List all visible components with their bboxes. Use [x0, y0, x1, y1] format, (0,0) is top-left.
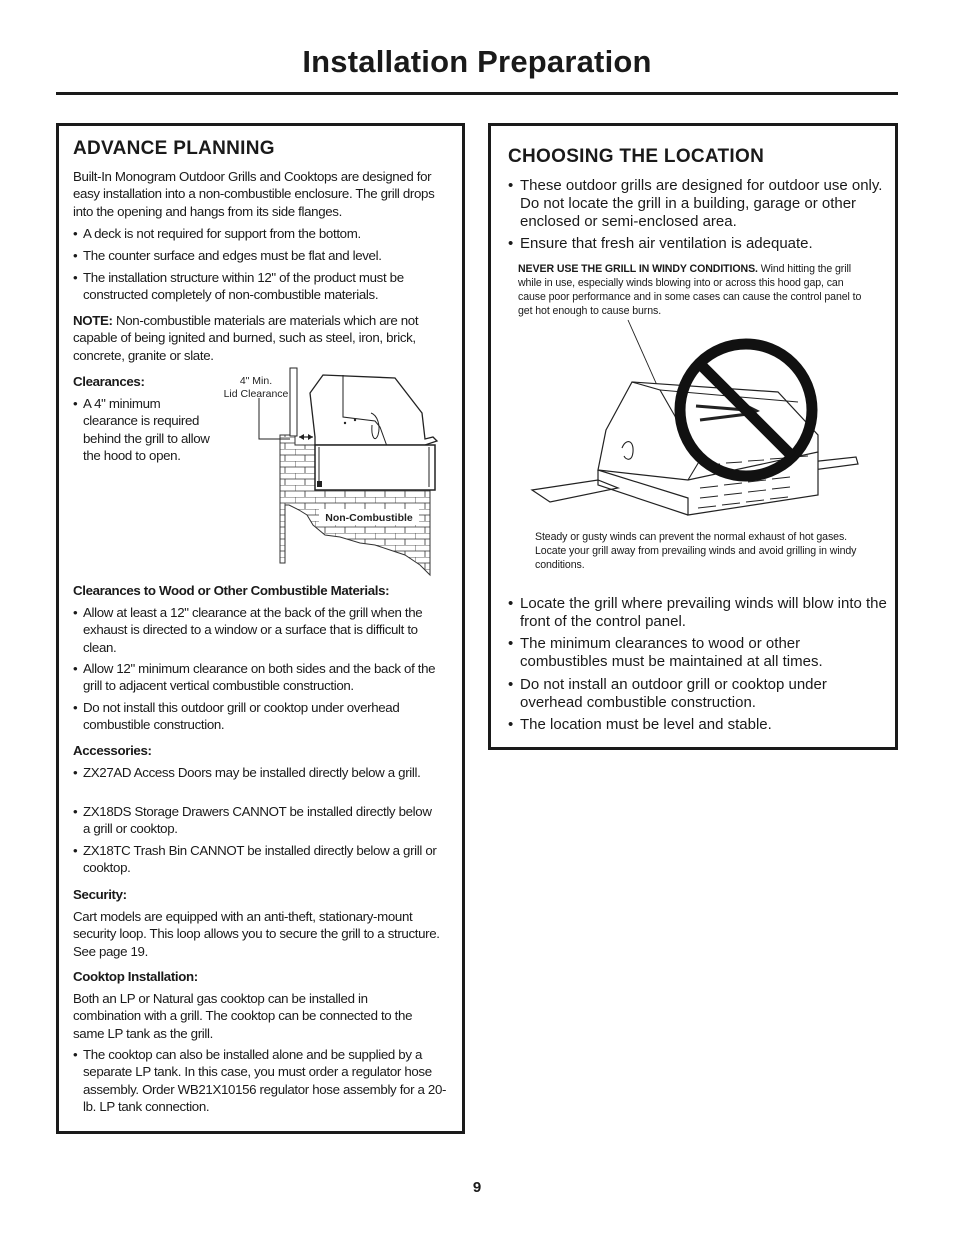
windy-grill-illustration: [528, 320, 863, 520]
combustible-bullet: • Allow at least a 12" clearance at the back of the grill when the exhaust is directed to a window or a surface that is difficult to clean.: [83, 604, 451, 656]
note-text: Non-combustible materials are materials which are not capable of being ignited and burned, such as steel, iron, brick, concrete, granite or slate.: [73, 313, 419, 363]
accessories-bullet: • ZX18TC Trash Bin CANNOT be installed directly below a grill or cooktop.: [83, 842, 451, 877]
security-heading: Security:: [73, 887, 127, 902]
combustible-heading: Clearances to Wood or Other Combustible Materials:: [73, 583, 390, 598]
location-bullet: • Do not install an outdoor grill or cooktop under overhead combustible construction.: [520, 676, 888, 712]
note-label: NOTE:: [73, 313, 113, 328]
cooktop-text: Both an LP or Natural gas cooktop can be installed in combination with a grill. The cooktop can be connected to the same LP tank as the grill.: [73, 991, 413, 1041]
non-combustible-label: Non-Combustible: [325, 512, 413, 524]
grill-body: [310, 375, 437, 445]
location-bullet: • These outdoor grills are designed for outdoor use only. Do not locate the grill in a building, garage or other enclosed or semi-enclosed area.: [520, 177, 888, 231]
clearance-leader-line: [259, 398, 290, 439]
note-paragraph: [73, 312, 451, 364]
wind-caption: Steady or gusty winds can prevent the normal exhaust of hot gases. Locate your grill away from prevailing winds and avoid grilling in windy conditions.: [535, 531, 857, 571]
location-bullet: • The minimum clearances to wood or other combustibles must be maintained at all times.: [520, 635, 888, 671]
lid-clearance-label: 4" Min.: [239, 375, 273, 387]
wind-warning-label: NEVER USE THE GRILL IN WINDY CONDITIONS.: [518, 263, 758, 275]
location-bullet: • Locate the grill where prevailing winds will blow into the front of the control panel.: [520, 595, 888, 631]
accessories-bullet: • ZX27AD Access Doors may be installed directly below a grill.: [83, 764, 423, 781]
title-divider: [56, 92, 898, 95]
clearance-diagram: [215, 365, 450, 580]
advance-planning-bullet: • A deck is not required for support from the bottom.: [83, 225, 451, 242]
clearances-bullet: • A 4" minimum clearance is required behind the grill to allow the hood to open.: [83, 395, 218, 464]
advance-planning-bullet: • The installation structure within 12" of the product must be constructed completely of non-combustible materials.: [83, 269, 451, 304]
advance-planning-intro: Built-In Monogram Outdoor Grills and Cooktops are designed for easy installation into a non-combustible enclosure. The grill drops into the opening and hangs from its side flanges.: [73, 169, 435, 219]
clearances-heading: Clearances:: [73, 374, 145, 389]
advance-planning-heading: ADVANCE PLANNING: [73, 138, 275, 159]
location-bullet: • Ensure that fresh air ventilation is adequate.: [520, 235, 888, 253]
wind-warning: [518, 262, 863, 318]
location-bullet: • The location must be level and stable.: [520, 716, 888, 734]
cooktop-heading: Cooktop Installation:: [73, 969, 198, 984]
choosing-location-heading: CHOOSING THE LOCATION: [508, 146, 765, 167]
page-number: 9: [472, 1179, 482, 1196]
combustible-bullet: • Allow 12" minimum clearance on both sides and the back of the grill to adjacent vertical combustible construction.: [83, 660, 451, 695]
advance-planning-bullet: • The counter surface and edges must be flat and level.: [83, 247, 451, 264]
security-text: Cart models are equipped with an anti-theft, stationary-mount security loop. This loop allows you to secure the grill to a structure. See page 19.: [73, 909, 440, 959]
combustible-bullet: • Do not install this outdoor grill or cooktop under overhead combustible construction.: [83, 699, 451, 734]
accessories-heading: Accessories:: [73, 743, 152, 758]
cooktop-bullet: • The cooktop can also be installed alone and be supplied by a separate LP tank. In this case, you must order a regulator hose assembly. Order WB21X10156 regulator hose assembly for a 20-lb. LP tank connection.: [83, 1046, 451, 1115]
page-title: Installation Preparation: [302, 44, 652, 79]
accessories-bullet: • ZX18DS Storage Drawers CANNOT be installed directly below a grill or cooktop.: [83, 803, 433, 838]
lid-clearance-label: Lid Clearance: [223, 388, 289, 400]
wind-warning-text: Wind hitting the grill while in use, especially winds blowing into or across this hood gap, can cause poor performance and in some cases can cause the control panel to get hot enough to cause burns.: [518, 263, 862, 317]
